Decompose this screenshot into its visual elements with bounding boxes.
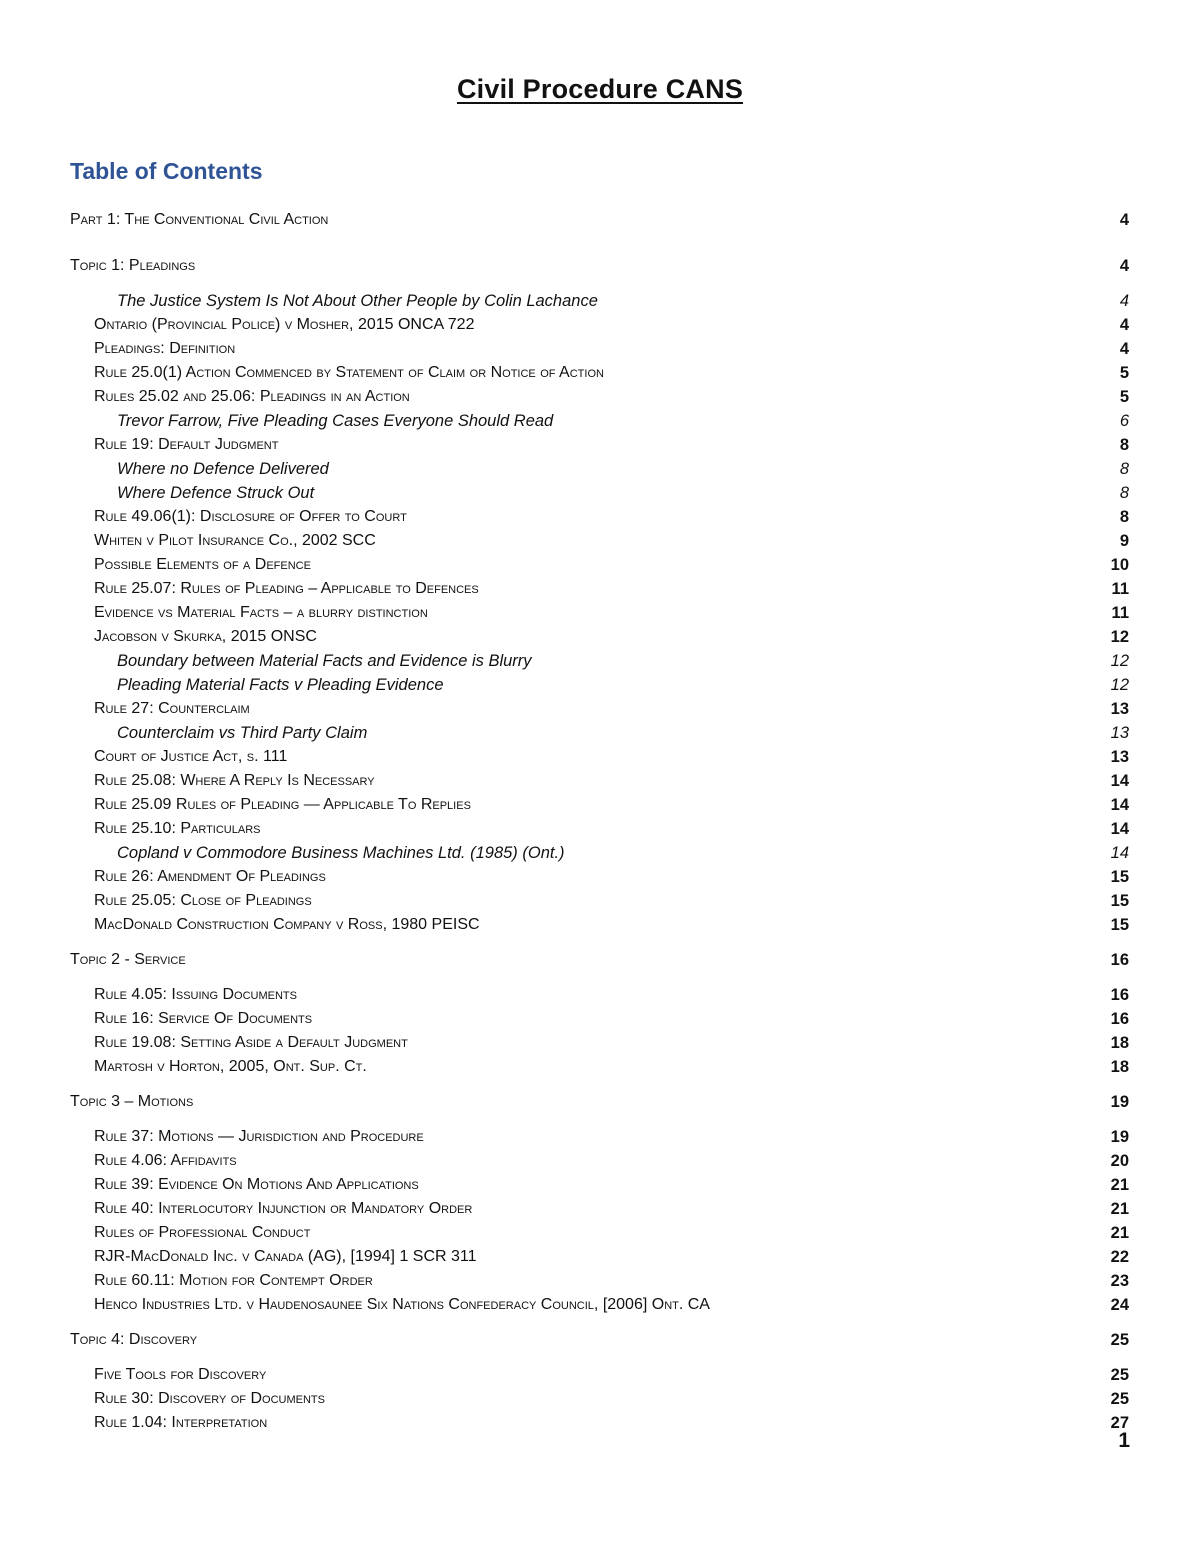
toc-entry[interactable]: [0, 890, 1200, 912]
toc-entry[interactable]: [0, 410, 1200, 432]
toc-entry-title: Martosh v Horton, 2005, Ont. Sup. Ct.: [94, 1058, 367, 1075]
toc-heading: Table of Contents: [70, 158, 263, 184]
toc-entry-page: 13: [1110, 748, 1129, 766]
toc-entry-page: 5: [1119, 388, 1129, 406]
toc-entry-title: Trevor Farrow, Five Pleading Cases Everyone Should Read: [117, 412, 554, 430]
toc-entry[interactable]: [0, 1091, 1200, 1113]
toc-entry-title: Rule 19: Default Judgment: [94, 436, 279, 453]
toc-entry-title: Pleadings: Definition: [94, 340, 236, 357]
toc-entry-title: Court of Justice Act, s. 111: [94, 748, 288, 765]
toc-entry-page: 19: [1110, 1128, 1129, 1146]
toc-entry-title: The Justice System Is Not About Other People by Colin Lachance: [117, 292, 598, 310]
toc-entry-title: Where no Defence Delivered: [117, 460, 329, 478]
toc-entry-page: 15: [1110, 892, 1129, 910]
toc-entry-page: 21: [1110, 1200, 1129, 1218]
toc-entry-page: 16: [1110, 1010, 1129, 1028]
toc-entry-title: MacDonald Construction Company v Ross, 1980 PEISC: [94, 916, 480, 933]
toc-entry-title: Rule 60.11: Motion for Contempt Order: [94, 1272, 373, 1289]
toc-entry-page: 18: [1110, 1034, 1129, 1052]
toc-entry-title: Counterclaim vs Third Party Claim: [117, 724, 368, 742]
toc-entry-page: 5: [1119, 364, 1129, 382]
toc-entry-page: 14: [1110, 820, 1129, 838]
toc-entry[interactable]: [0, 818, 1200, 840]
toc-entry[interactable]: [0, 482, 1200, 504]
toc-entry-title: Rule 39: Evidence On Motions And Applications: [94, 1176, 419, 1193]
toc-entry-page: 6: [1119, 412, 1129, 430]
toc-entry[interactable]: [0, 458, 1200, 480]
toc-entry-page: 8: [1119, 508, 1129, 526]
toc-entry[interactable]: [0, 1008, 1200, 1030]
toc-entry[interactable]: [0, 914, 1200, 936]
toc-entry[interactable]: [0, 1412, 1200, 1434]
toc-entry-page: 15: [1110, 916, 1129, 934]
toc-entry[interactable]: [0, 506, 1200, 528]
toc-entry-page: 25: [1110, 1366, 1129, 1384]
toc-entry-title: Topic 1: Pleadings: [70, 257, 196, 274]
toc-entry-title: Topic 4: Discovery: [70, 1331, 198, 1348]
toc-entry[interactable]: [0, 530, 1200, 552]
toc-entry-page: 8: [1119, 460, 1129, 478]
toc-entry-title: Pleading Material Facts v Pleading Evidence: [117, 676, 444, 694]
toc-entry-page: 8: [1119, 436, 1129, 454]
toc-entry-title: Evidence vs Material Facts – a blurry distinction: [94, 604, 428, 621]
toc-entry-title: Rule 30: Discovery of Documents: [94, 1390, 325, 1407]
toc-entry[interactable]: [0, 984, 1200, 1006]
toc-entry-page: 13: [1110, 700, 1129, 718]
toc-entry[interactable]: [0, 554, 1200, 576]
toc-entry[interactable]: [0, 866, 1200, 888]
toc-entry[interactable]: [0, 338, 1200, 360]
toc-entry[interactable]: [0, 1294, 1200, 1316]
toc-entry-page: 4: [1119, 292, 1129, 310]
toc-entry-title: RJR-MacDonald Inc. v Canada (AG), [1994] 1 SCR 311: [94, 1248, 477, 1265]
toc-entry-title: Rule 26: Amendment Of Pleadings: [94, 868, 326, 885]
toc-entry-title: Rule 16: Service Of Documents: [94, 1010, 313, 1027]
toc-entry-page: 12: [1110, 652, 1129, 670]
toc-entry-page: 4: [1119, 211, 1129, 229]
toc-entry-title: Possible Elements of a Defence: [94, 556, 311, 573]
toc-entry[interactable]: [0, 1329, 1200, 1351]
toc-entry-page: 12: [1110, 676, 1129, 694]
toc-entry-title: Jacobson v Skurka, 2015 ONSC: [94, 628, 317, 645]
toc-entry-title: Rule 25.10: Particulars: [94, 820, 261, 837]
toc-entry-title: Ontario (Provincial Police) v Mosher, 2015 ONCA 722: [94, 316, 475, 333]
toc-entry-page: 18: [1110, 1058, 1129, 1076]
toc-entry-title: Topic 2 - Service: [70, 951, 186, 968]
toc-entry[interactable]: [0, 1222, 1200, 1244]
toc-entry-title: Rule 4.05: Issuing Documents: [94, 986, 297, 1003]
toc-entry-title: Rule 19.08: Setting Aside a Default Judgment: [94, 1034, 408, 1051]
document-title: Civil Procedure CANS: [456, 74, 744, 104]
toc-entry[interactable]: [0, 1032, 1200, 1054]
toc-entry-page: 16: [1110, 951, 1129, 969]
toc-entry[interactable]: [0, 1364, 1200, 1386]
toc-entry-page: 22: [1110, 1248, 1129, 1266]
toc-entry-title: Whiten v Pilot Insurance Co., 2002 SCC: [94, 532, 376, 549]
toc-entry[interactable]: [0, 209, 1200, 231]
toc-entry-title: Rule 25.0(1) Action Commenced by Statement of Claim or Notice of Action: [94, 364, 604, 381]
toc-entry[interactable]: [0, 602, 1200, 624]
toc-entry[interactable]: [0, 1388, 1200, 1410]
toc-entry[interactable]: [0, 434, 1200, 456]
toc-entry[interactable]: [0, 1198, 1200, 1220]
toc-entry[interactable]: [0, 1246, 1200, 1268]
toc-entry[interactable]: [0, 794, 1200, 816]
toc-entry[interactable]: [0, 362, 1200, 384]
page-number: 1: [1118, 1429, 1130, 1452]
toc-entry-title: Rule 40: Interlocutory Injunction or Mandatory Order: [94, 1200, 473, 1217]
toc-entry[interactable]: [0, 1126, 1200, 1148]
toc-entry-page: 4: [1119, 257, 1129, 275]
toc-entry-page: 9: [1119, 532, 1129, 550]
toc-entry-page: 10: [1110, 556, 1129, 574]
toc-entry-title: Rule 4.06: Affidavits: [94, 1152, 237, 1169]
toc-entry-title: Part 1: The Conventional Civil Action: [70, 211, 329, 228]
toc-entry-page: 20: [1110, 1152, 1129, 1170]
toc-entry-title: Rules of Professional Conduct: [94, 1224, 311, 1241]
toc-entry[interactable]: [0, 255, 1200, 277]
toc-entry[interactable]: [0, 674, 1200, 696]
toc-entry[interactable]: [0, 842, 1200, 864]
toc-entry-page: 14: [1110, 844, 1129, 862]
toc-entry[interactable]: [0, 1174, 1200, 1196]
toc-entry-page: 21: [1110, 1224, 1129, 1242]
toc-entry-page: 23: [1110, 1272, 1129, 1290]
toc-entry-page: 19: [1110, 1093, 1129, 1111]
toc-entry-page: 25: [1110, 1331, 1129, 1349]
toc-entry-page: 4: [1119, 316, 1129, 334]
toc-entry-page: 12: [1110, 628, 1129, 646]
toc-entry[interactable]: [0, 1270, 1200, 1292]
toc-entry-page: 8: [1119, 484, 1129, 502]
toc-entry-title: Rule 27: Counterclaim: [94, 700, 250, 717]
toc-entry-title: Topic 3 – Motions: [70, 1093, 194, 1110]
toc-entry-page: 14: [1110, 772, 1129, 790]
toc-entry-title: Five Tools for Discovery: [94, 1366, 267, 1383]
toc-entry-page: 15: [1110, 868, 1129, 886]
toc-entry[interactable]: [0, 386, 1200, 408]
toc-entry-page: 24: [1110, 1296, 1129, 1314]
toc-entry-title: Rule 1.04: Interpretation: [94, 1414, 268, 1431]
toc-entry-title: Rule 49.06(1): Disclosure of Offer to Court: [94, 508, 407, 525]
toc-entry[interactable]: [0, 698, 1200, 720]
toc-entry-page: 11: [1111, 580, 1129, 598]
toc-entry[interactable]: [0, 290, 1200, 312]
toc-entry[interactable]: [0, 578, 1200, 600]
toc-entry[interactable]: [0, 314, 1200, 336]
toc-entry-page: 11: [1111, 604, 1129, 622]
toc-entry-title: Copland v Commodore Business Machines Ltd. (1985) (Ont.): [117, 844, 565, 862]
toc-entry-title: Rule 25.07: Rules of Pleading – Applicable to Defences: [94, 580, 479, 597]
toc-entry[interactable]: [0, 949, 1200, 971]
toc-entry-page: 25: [1110, 1390, 1129, 1408]
toc-entry-title: Rules 25.02 and 25.06: Pleadings in an Action: [94, 388, 410, 405]
toc-entry-page: 16: [1110, 986, 1129, 1004]
toc-entry-title: Where Defence Struck Out: [117, 484, 315, 502]
toc-entry-title: Rule 25.08: Where A Reply Is Necessary: [94, 772, 375, 789]
toc-entry-title: Boundary between Material Facts and Evidence is Blurry: [117, 652, 532, 670]
toc-entry-page: 27: [1110, 1414, 1129, 1432]
toc-entry-page: 4: [1119, 340, 1129, 358]
toc-entry[interactable]: [0, 722, 1200, 744]
toc-entry-page: 21: [1110, 1176, 1129, 1194]
toc-entry[interactable]: [0, 650, 1200, 672]
toc-entry[interactable]: [0, 626, 1200, 648]
toc-entry-page: 13: [1110, 724, 1129, 742]
toc-entry[interactable]: [0, 746, 1200, 768]
toc-entry-title: Henco Industries Ltd. v Haudenosaunee Six Nations Confederacy Council, [2006] Ont. CA: [94, 1296, 710, 1313]
toc-entry[interactable]: [0, 1150, 1200, 1172]
toc-entry[interactable]: [0, 1056, 1200, 1078]
toc-entry[interactable]: [0, 770, 1200, 792]
toc-entry-title: Rule 37: Motions — Jurisdiction and Procedure: [94, 1128, 424, 1145]
toc-entry-title: Rule 25.09 Rules of Pleading — Applicable To Replies: [94, 796, 471, 813]
toc-entry-title: Rule 25.05: Close of Pleadings: [94, 892, 312, 909]
toc-entry-page: 14: [1110, 796, 1129, 814]
